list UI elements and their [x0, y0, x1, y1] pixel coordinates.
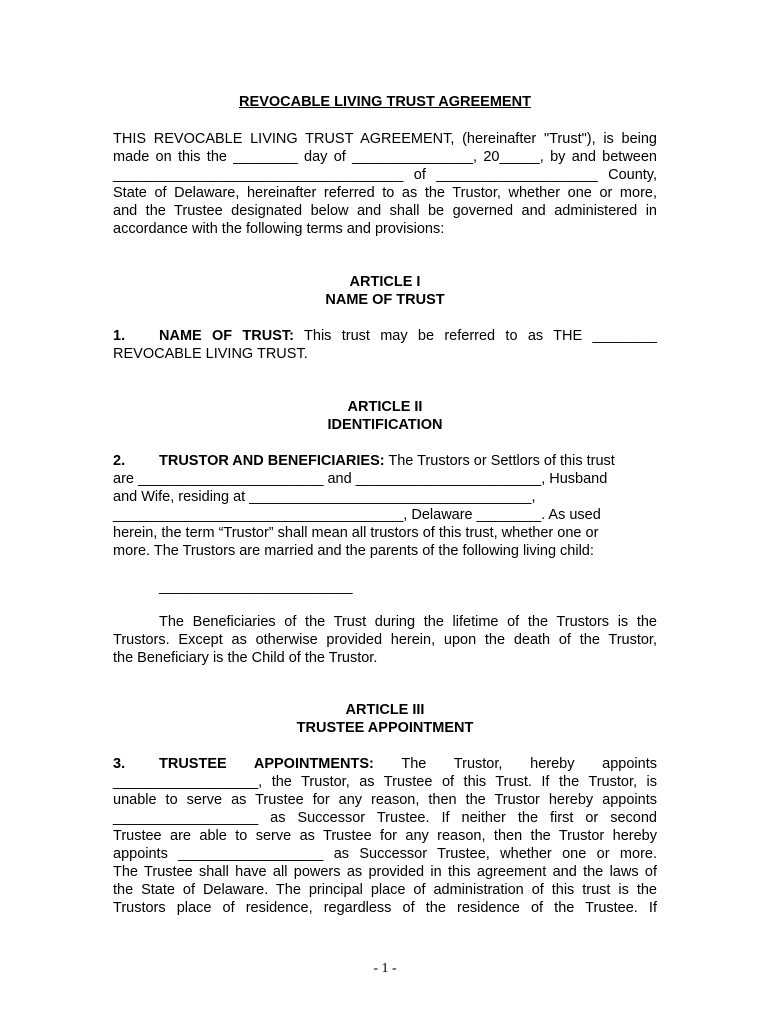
intro-line: accordance with the following terms and provisions:	[113, 221, 445, 237]
section-label: TRUSTEE APPOINTMENTS:	[159, 756, 374, 772]
beneficiaries-line: The Beneficiaries of the Trust during the lifetime of the Trustors is the	[159, 614, 657, 630]
intro-line: ____________________________________ of ____________________ County,	[113, 167, 657, 183]
section-text: The Trustors or Settlors of this trust	[388, 453, 615, 469]
article-3-line: __________________, the Trustor, as Trustee of this Trust. If the Trustor, is	[113, 774, 657, 790]
article-2-line: are _______________________ and _______________________, Husband	[113, 471, 608, 487]
intro-line: made on this the ________ day of _______________, 20_____, by and between	[113, 149, 657, 165]
article-1-first-line	[113, 327, 657, 345]
section-label: NAME OF TRUST:	[159, 328, 294, 344]
article-3-line: unable to serve as Trustee for any reason, then the Trustor hereby appoints	[113, 792, 657, 808]
article-2-line: more. The Trustors are married and the parents of the following living child:	[113, 543, 594, 559]
article-2-line: ____________________________________, Delaware ________. As used	[113, 507, 601, 523]
article-2-line: and Wife, residing at ___________________________________,	[113, 489, 536, 505]
article-3-line: appoints __________________ as Successor Trustee, whether one or more.	[113, 846, 657, 862]
article-2-line: herein, the term “Trustor” shall mean all trustors of this trust, whether one or	[113, 525, 599, 541]
section-text: This trust may be referred to as THE ________	[304, 328, 657, 344]
section-number: 3.	[113, 756, 126, 772]
intro-line: THIS REVOCABLE LIVING TRUST AGREEMENT, (hereinafter "Trust"), is being	[113, 131, 657, 147]
section-number: 1.	[113, 328, 126, 344]
beneficiaries-line: Trustors. Except as otherwise provided herein, upon the death of the Trustor,	[113, 632, 657, 648]
section-text: The Trustor, hereby appoints	[401, 756, 657, 772]
section-label: TRUSTOR AND BENEFICIARIES:	[159, 453, 385, 469]
article-3-subheading: TRUSTEE APPOINTMENT	[296, 720, 474, 736]
article-3-line: the State of Delaware. The principal place of administration of this trust is the	[113, 882, 657, 898]
section-number: 2.	[113, 453, 126, 469]
child-name-blank: ________________________	[159, 579, 353, 595]
article-3-first-line	[113, 755, 657, 773]
article-3-line: The Trustee shall have all powers as provided in this agreement and the laws of	[113, 864, 657, 880]
article-2-first-line	[113, 452, 657, 470]
intro-line: State of Delaware, hereinafter referred to as the Trustor, whether one or more,	[113, 185, 657, 201]
beneficiaries-line: the Beneficiary is the Child of the Trustor.	[113, 650, 378, 666]
article-1-line: REVOCABLE LIVING TRUST.	[113, 346, 308, 362]
page-number: - 1 -	[373, 961, 397, 976]
article-1-subheading: NAME OF TRUST	[325, 292, 445, 308]
document-title: REVOCABLE LIVING TRUST AGREEMENT	[239, 94, 531, 110]
article-2-heading: ARTICLE II	[347, 399, 423, 415]
article-3-heading: ARTICLE III	[345, 702, 425, 718]
article-1-heading: ARTICLE I	[349, 274, 421, 290]
intro-line: and the Trustee designated below and shall be governed and administered in	[113, 203, 657, 219]
article-3-line: __________________ as Successor Trustee. If neither the first or second	[113, 810, 657, 826]
article-3-line: Trustee are able to serve as Trustee for any reason, then the Trustor hereby	[113, 828, 657, 844]
article-2-subheading: IDENTIFICATION	[327, 417, 443, 433]
article-3-line: Trustors place of residence, regardless of the residence of the Trustee. If	[113, 900, 657, 916]
